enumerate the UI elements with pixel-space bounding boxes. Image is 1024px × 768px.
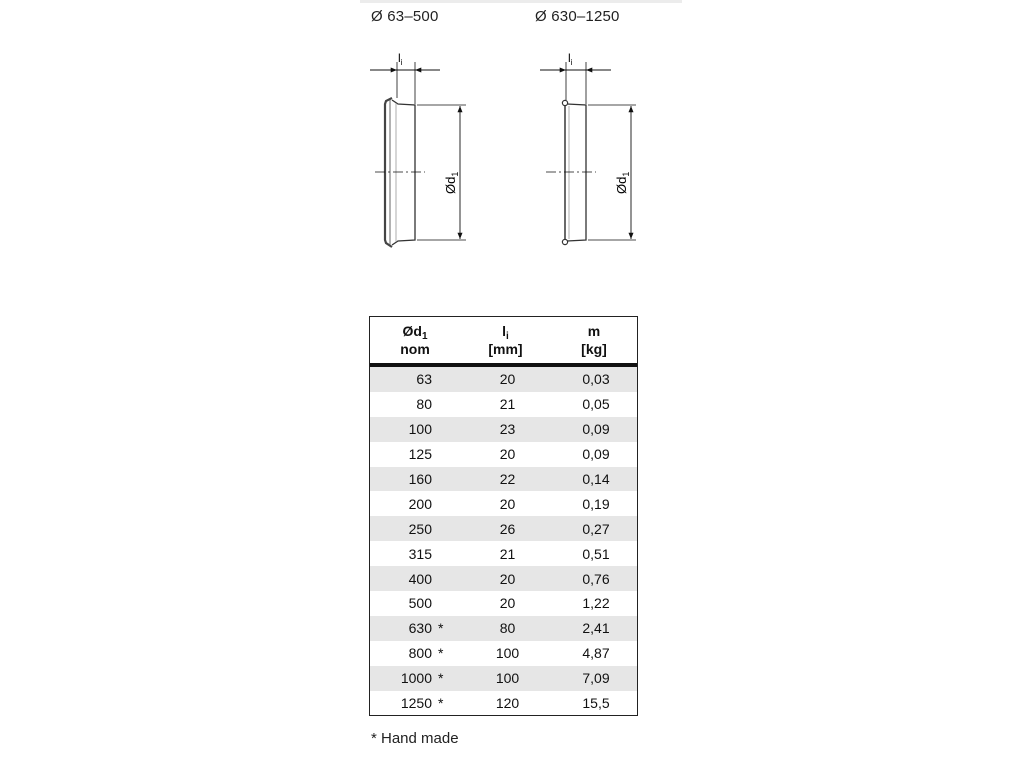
cell-diameter: 315 [370, 546, 460, 562]
cell-mass: 2,41 [582, 620, 610, 637]
hand-made-mark [432, 546, 460, 562]
cell-diameter: 500 [370, 595, 460, 611]
cell-mass: 0,03 [582, 371, 610, 388]
header-diameter: $Ød_1$ nom [400, 323, 430, 357]
table-row [370, 417, 637, 442]
hand-made-mark [432, 421, 460, 437]
cell-diameter: 400 [370, 571, 460, 587]
table-row [370, 516, 637, 541]
hand-made-mark [432, 471, 460, 487]
cell-mass: 0,19 [582, 495, 610, 512]
cell-mass: 0,51 [582, 545, 610, 562]
cell-length: 20 [499, 495, 516, 512]
cell-length: 20 [499, 595, 516, 612]
diameter-label-left: $Ød_1$ [443, 171, 460, 194]
hand-made-mark [432, 396, 460, 412]
cell-mass: 1,22 [582, 595, 610, 612]
cell-mass: 0,76 [582, 570, 610, 587]
cell-diameter: 80 [370, 396, 460, 412]
table-row [370, 666, 637, 691]
header-mass: m [kg] [581, 323, 607, 357]
drawing-caption-large-range: Ø 630–1250 [535, 8, 620, 25]
hand-made-mark [432, 571, 460, 587]
cell-diameter: 160 [370, 471, 460, 487]
table-row [370, 616, 637, 641]
table-body [370, 367, 637, 715]
cell-length: 20 [499, 570, 516, 587]
cell-mass: 0,09 [582, 421, 610, 438]
table-row [370, 392, 637, 417]
table-row [370, 491, 637, 516]
header-length: $l_i$ [mm] [488, 323, 523, 357]
drawing-caption-small-range: Ø 63–500 [371, 8, 439, 25]
cell-mass: 0,05 [582, 396, 610, 413]
hand-made-mark: * [438, 620, 444, 637]
cell-diameter: 1000 * [370, 670, 460, 686]
footnote: * Hand made [371, 730, 459, 747]
diameter-label-right: $Ød_1$ [614, 171, 631, 194]
length-label-right: $l_i$ [568, 51, 573, 67]
table-row [370, 691, 637, 716]
cell-diameter: 1250 * [370, 695, 460, 711]
cell-length: 20 [499, 446, 516, 463]
length-label-left: $l_i$ [398, 51, 403, 67]
cell-length: 20 [499, 371, 516, 388]
hand-made-mark [432, 371, 460, 387]
table-header [370, 317, 637, 367]
drawing-small-range [370, 51, 466, 247]
cell-diameter: 800 * [370, 645, 460, 661]
table-row [370, 367, 637, 392]
cell-mass: 7,09 [582, 670, 610, 687]
cell-length: 80 [499, 620, 516, 637]
cell-diameter: 100 [370, 421, 460, 437]
cell-diameter: 125 [370, 446, 460, 462]
cell-length: 22 [499, 471, 516, 487]
cell-diameter: 200 [370, 496, 460, 512]
cell-length: 100 [495, 645, 520, 662]
hand-made-mark: * [438, 645, 444, 662]
cell-mass: 15,5 [582, 695, 610, 712]
table-row [370, 442, 637, 467]
table-row [370, 541, 637, 566]
cell-mass: 0,14 [582, 471, 610, 487]
cell-diameter: 250 [370, 521, 460, 537]
hand-made-mark [432, 446, 460, 462]
cell-length: 21 [499, 396, 516, 413]
cell-length: 26 [499, 520, 516, 537]
hand-made-mark: * [438, 695, 444, 712]
cell-diameter: 630 * [370, 620, 460, 636]
table-row [370, 591, 637, 616]
table-row [370, 566, 637, 591]
cell-length: 21 [499, 545, 516, 562]
cell-length: 23 [499, 421, 516, 438]
cell-length: 120 [495, 695, 520, 712]
cell-diameter: 63 [370, 371, 460, 387]
hand-made-mark [432, 496, 460, 512]
table-row [370, 467, 637, 492]
drawing-large-range [540, 51, 636, 245]
cell-mass: 4,87 [582, 645, 610, 662]
hand-made-mark: * [438, 670, 444, 687]
table-row [370, 641, 637, 666]
technical-drawings [0, 0, 1024, 300]
cell-mass: 0,27 [582, 520, 610, 537]
hand-made-mark [432, 521, 460, 537]
hand-made-mark [432, 595, 460, 611]
cell-length: 100 [495, 670, 520, 687]
cell-mass: 0,09 [582, 446, 610, 463]
dimension-table [369, 316, 638, 716]
